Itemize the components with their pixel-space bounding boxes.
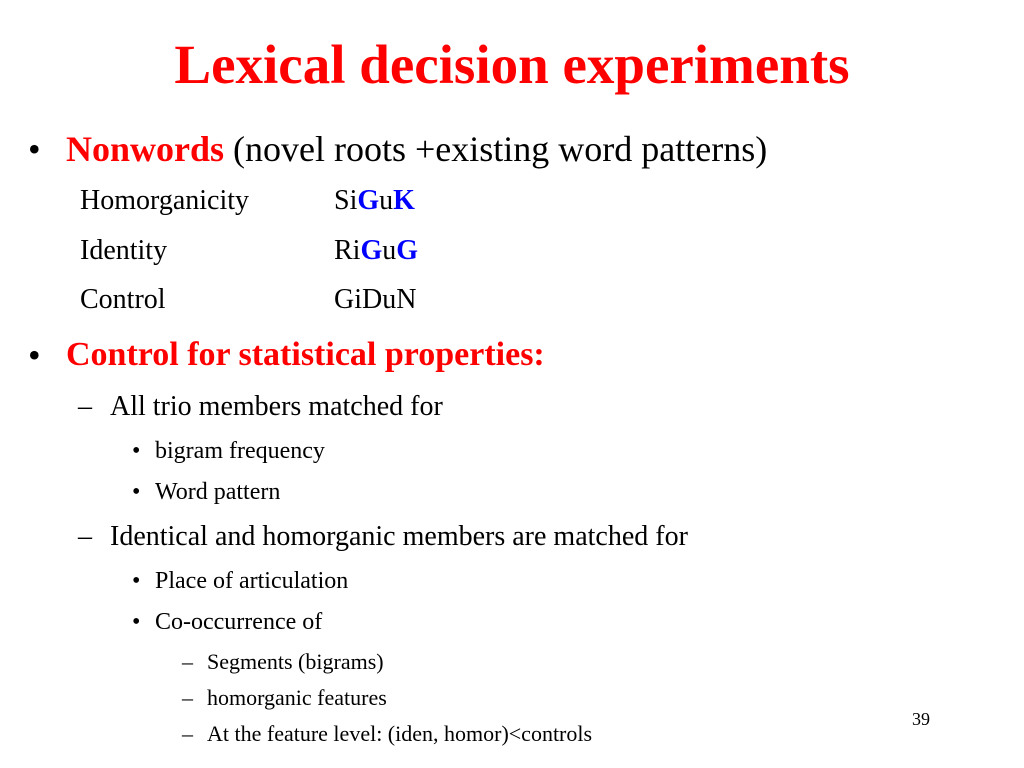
subitem-segments: Segments (bigrams) [207, 649, 384, 674]
example-label-identity: Identity [80, 235, 168, 266]
item-word-pattern: Word pattern [155, 479, 281, 505]
example-segment: Si [334, 185, 358, 216]
dash-marker: – [182, 685, 193, 710]
subitem-homorganic-features: homorganic features [207, 685, 387, 710]
dash-marker: – [182, 649, 193, 674]
example-label-control: Control [80, 284, 166, 315]
example-label-homorganicity: Homorganicity [80, 185, 250, 216]
item-place-articulation: Place of articulation [155, 568, 349, 594]
sub-identical-homorganic: Identical and homorganic members are matched for [110, 521, 688, 552]
page-number: 39 [912, 709, 930, 729]
bullet-control-statistical: Control for statistical properties: [66, 336, 545, 373]
example-segment: GiDuN [334, 284, 417, 315]
example-segment: Ri [334, 235, 361, 266]
example-word-control [334, 283, 416, 317]
example-segment-highlight: G [360, 235, 383, 266]
bullet-marker: • [132, 479, 141, 505]
example-segment-highlight: G [357, 185, 380, 216]
example-word-homorganicity [334, 184, 415, 218]
bullet-nonwords [66, 127, 767, 171]
slide-title: Lexical decision experiments [174, 34, 850, 95]
item-co-occurrence: Co-occurrence of [155, 609, 323, 635]
dash-marker: – [182, 721, 193, 746]
example-word-identity [334, 234, 418, 268]
subitem-feature-level: At the feature level: (iden, homor)<controls [207, 721, 593, 746]
nonwords-term: Nonwords [66, 129, 225, 169]
example-segment: u [379, 185, 394, 216]
item-bigram-frequency: bigram frequency [155, 438, 325, 464]
bullet-marker: • [132, 609, 141, 635]
dash-marker: – [78, 391, 92, 422]
example-segment-highlight: K [393, 185, 415, 216]
bullet-marker: • [132, 568, 141, 594]
nonwords-description: (novel roots +existing word patterns) [224, 129, 768, 169]
bullet-marker: • [28, 335, 41, 375]
bullet-marker: • [28, 129, 41, 169]
sub-all-trio: All trio members matched for [110, 391, 443, 422]
example-segment: u [382, 235, 397, 266]
dash-marker: – [78, 521, 92, 552]
example-segment-highlight: G [396, 235, 419, 266]
bullet-marker: • [132, 438, 141, 464]
